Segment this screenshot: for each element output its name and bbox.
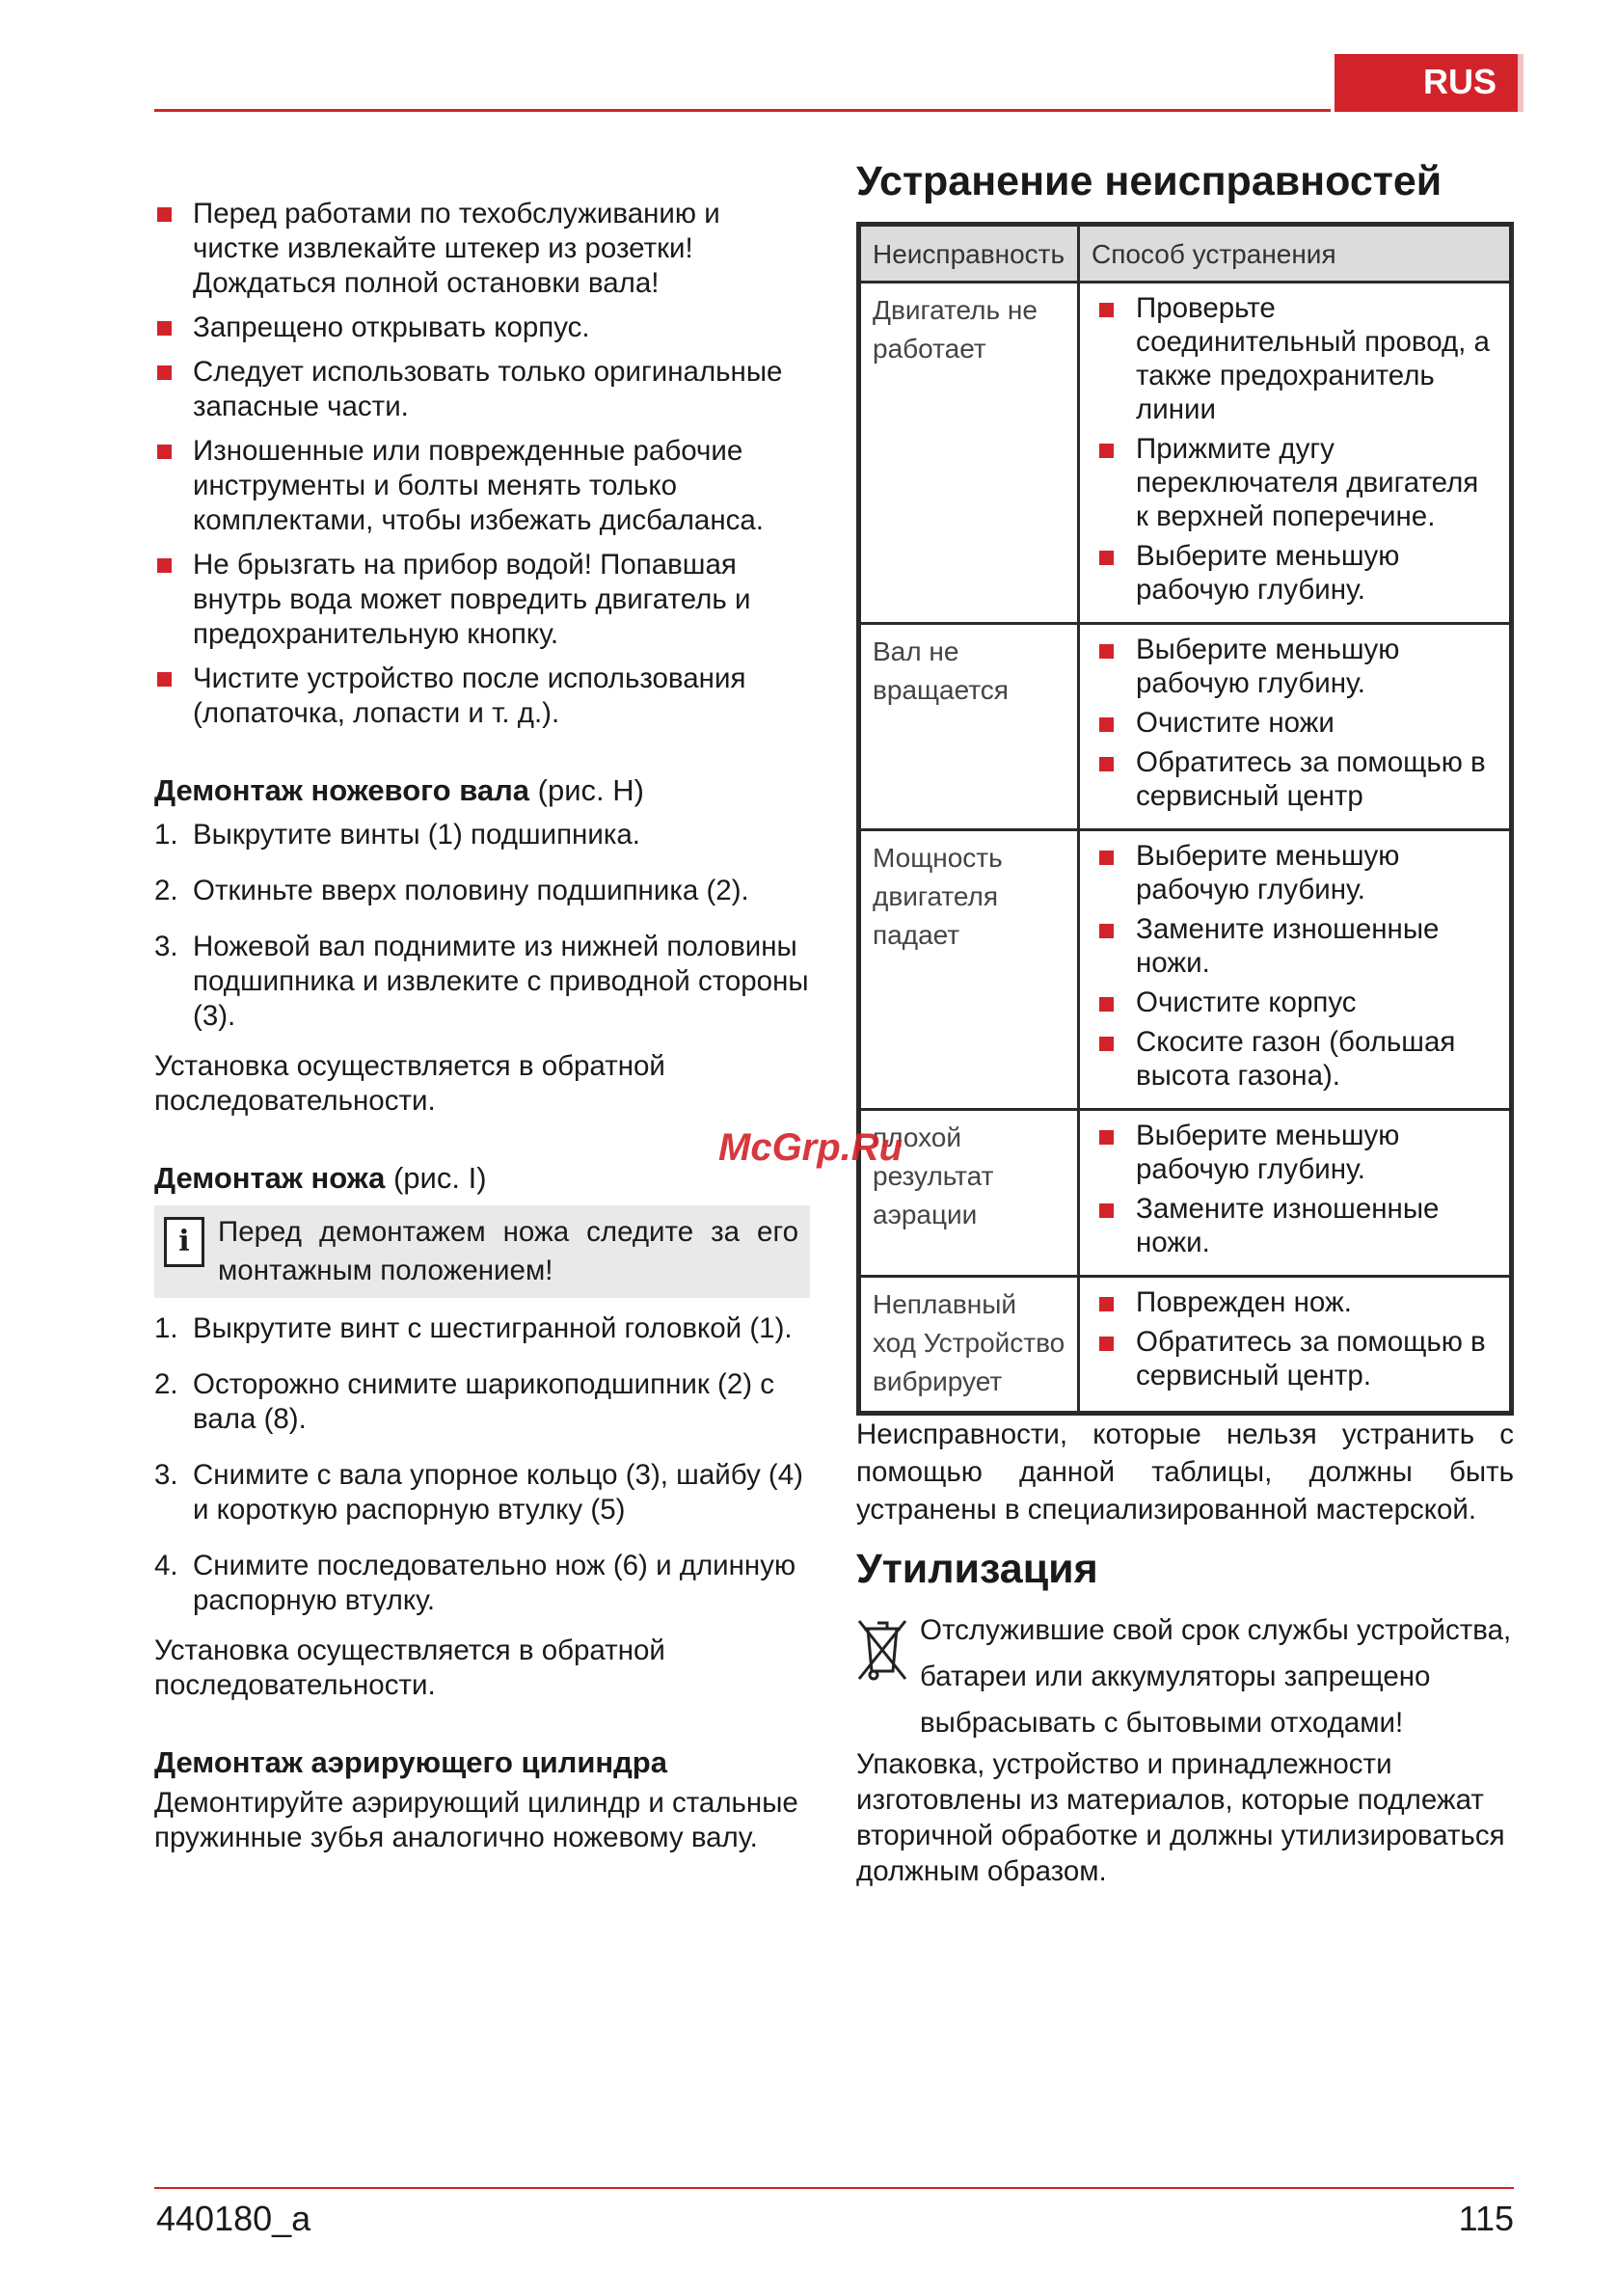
remedy-item: Выберите меньшую рабочую глубину. — [1092, 1119, 1497, 1186]
list-item: Следует использовать только оригинальные запасные части. — [154, 355, 810, 424]
packaging-text: Упаковка, устройство и принадлежности изготовлены из материалов, которые подлежат вторичной обработке и должны утилизироваться должным образом. — [856, 1748, 1505, 1887]
step-item — [154, 1311, 810, 1346]
disposal-title: Утилизация — [856, 1546, 1098, 1592]
knife-fig-ref: (рис. I) — [392, 1161, 487, 1195]
step-item — [154, 874, 810, 908]
knife-install-note: Установка осуществляется в обратной последовательности. — [154, 1634, 665, 1701]
info-icon: i — [164, 1217, 204, 1267]
safety-list — [154, 197, 810, 731]
page-number: 115 — [1458, 2199, 1514, 2238]
table-row — [859, 283, 1512, 624]
column-header-fault: Неисправность — [859, 225, 1079, 283]
remedy-item: Обратитесь за помощью в сервисный центр. — [1092, 1325, 1497, 1392]
troubleshooting-table — [856, 222, 1514, 1416]
table-row — [859, 624, 1512, 830]
document-code: 440180_a — [156, 2199, 311, 2238]
step-item — [154, 1458, 810, 1527]
aerator-heading: Демонтаж аэрирующего цилиндра — [154, 1745, 667, 1779]
fault-cell: Вал не вращается — [859, 624, 1079, 830]
info-note-text: Перед демонтажем ножа следите за его монтажным положением! — [218, 1216, 798, 1286]
step-text: Откиньте вверх половину подшипника (2). — [193, 875, 749, 906]
troubleshooting-title: Устранение неисправностей — [856, 158, 1443, 204]
remedy-cell — [1079, 1110, 1512, 1277]
table-header-row — [859, 225, 1512, 283]
list-item: Изношенные или поврежденные рабочие инструменты и болты менять только комплектами, чтобы избежать дисбаланса. — [154, 434, 810, 538]
watermark: McGrp.Ru — [718, 1126, 903, 1169]
language-badge: RUS — [1335, 54, 1518, 112]
step-number: 4. — [154, 1550, 178, 1581]
remedy-item: Очистите ножи — [1092, 706, 1497, 740]
remedy-item: Скосите газон (большая высота газона). — [1092, 1025, 1497, 1093]
step-text: Снимите с вала упорное кольцо (3), шайбу (4) и короткую распорную втулку (5) — [193, 1459, 803, 1526]
remedy-cell — [1079, 624, 1512, 830]
list-item: Не брызгать на прибор водой! Попавшая внутрь вода может повредить двигатель и предохранительную кнопку. — [154, 548, 810, 652]
column-header-remedy: Способ устранения — [1079, 225, 1512, 283]
step-number: 3. — [154, 1459, 178, 1491]
remedy-cell — [1079, 830, 1512, 1110]
fault-cell: Мощность двигателя падает — [859, 830, 1079, 1110]
step-number: 3. — [154, 931, 178, 962]
knife-steps — [154, 1311, 810, 1618]
step-item — [154, 1549, 810, 1618]
knife-shaft-steps — [154, 818, 810, 1034]
step-item — [154, 818, 810, 852]
fault-cell: Двигатель не работает — [859, 283, 1079, 624]
knife-title: Демонтаж ножа — [154, 1161, 386, 1195]
info-note — [154, 1205, 810, 1298]
list-item: Запрещено открывать корпус. — [154, 311, 810, 345]
remedy-item: Поврежден нож. — [1092, 1285, 1497, 1319]
step-text: Снимите последовательно нож (6) и длинную распорную втулку. — [193, 1550, 796, 1616]
step-item — [154, 1367, 810, 1437]
remedy-item: Выберите меньшую рабочую глубину. — [1092, 539, 1497, 607]
remedy-item: Выберите меньшую рабочую глубину. — [1092, 839, 1497, 906]
footer-rule — [154, 2187, 1514, 2189]
remedy-item: Замените изношенные ножи. — [1092, 912, 1497, 980]
fault-cell: плохой результат аэрации — [859, 1110, 1079, 1277]
step-number: 2. — [154, 1368, 178, 1400]
knife-heading — [154, 1159, 810, 1198]
remedy-item: Очистите корпус — [1092, 986, 1497, 1019]
right-column — [856, 152, 1514, 1889]
step-number: 1. — [154, 1312, 178, 1344]
aerator-text: Демонтируйте аэрирующий цилиндр и стальные пружинные зубья аналогично ножевому валу. — [154, 1787, 798, 1853]
knife-shaft-heading — [154, 771, 810, 810]
step-text: Осторожно снимите шарикоподшипник (2) с вала (8). — [193, 1368, 774, 1435]
knife-shaft-title: Демонтаж ножевого вала — [154, 773, 530, 807]
step-item — [154, 930, 810, 1034]
remedy-cell — [1079, 283, 1512, 624]
remedy-item: Прижмите дугу переключателя двигателя к верхней поперечине. — [1092, 432, 1497, 533]
step-number: 1. — [154, 819, 178, 851]
remedy-item: Обратитесь за помощью в сервисный центр — [1092, 745, 1497, 813]
header-rule — [154, 109, 1331, 112]
left-column — [154, 197, 810, 1855]
step-number: 2. — [154, 875, 178, 906]
remedy-item: Выберите меньшую рабочую глубину. — [1092, 633, 1497, 700]
unresolved-faults-note: Неисправности, которые нельзя устранить с помощью данной таблицы, должны быть устранены в специализированной мастерской. — [856, 1418, 1514, 1526]
list-item: Перед работами по техобслуживанию и чистке извлекайте штекер из розетки! Дождаться полной остановки вала! — [154, 197, 810, 301]
knife-shaft-fig-ref: (рис. H) — [537, 773, 644, 807]
remedy-item: Проверьте соединительный провод, а также предохранитель линии — [1092, 291, 1497, 426]
crossed-out-bin-icon — [856, 1615, 908, 1685]
table-row — [859, 830, 1512, 1110]
table-row — [859, 1277, 1512, 1414]
disposal-warning-block — [856, 1607, 1514, 1746]
step-text: Выкрутите винт с шестигранной головкой (1). — [193, 1312, 793, 1344]
step-text: Выкрутите винты (1) подшипника. — [193, 819, 640, 851]
knife-shaft-install-note: Установка осуществляется в обратной последовательности. — [154, 1050, 665, 1117]
step-text: Ножевой вал поднимите из нижней половины подшипника и извлеките с приводной стороны (3). — [193, 931, 809, 1032]
fault-cell: Неплавный ход Устройство вибрирует — [859, 1277, 1079, 1414]
remedy-cell — [1079, 1277, 1512, 1414]
table-row — [859, 1110, 1512, 1277]
disposal-warning-text: Отслужившие свой срок службы устройства, батареи или аккумуляторы запрещено выбрасывать с бытовыми отходами! — [920, 1614, 1512, 1739]
remedy-item: Замените изношенные ножи. — [1092, 1192, 1497, 1259]
list-item: Чистите устройство после использования (лопаточка, лопасти и т. д.). — [154, 662, 810, 731]
